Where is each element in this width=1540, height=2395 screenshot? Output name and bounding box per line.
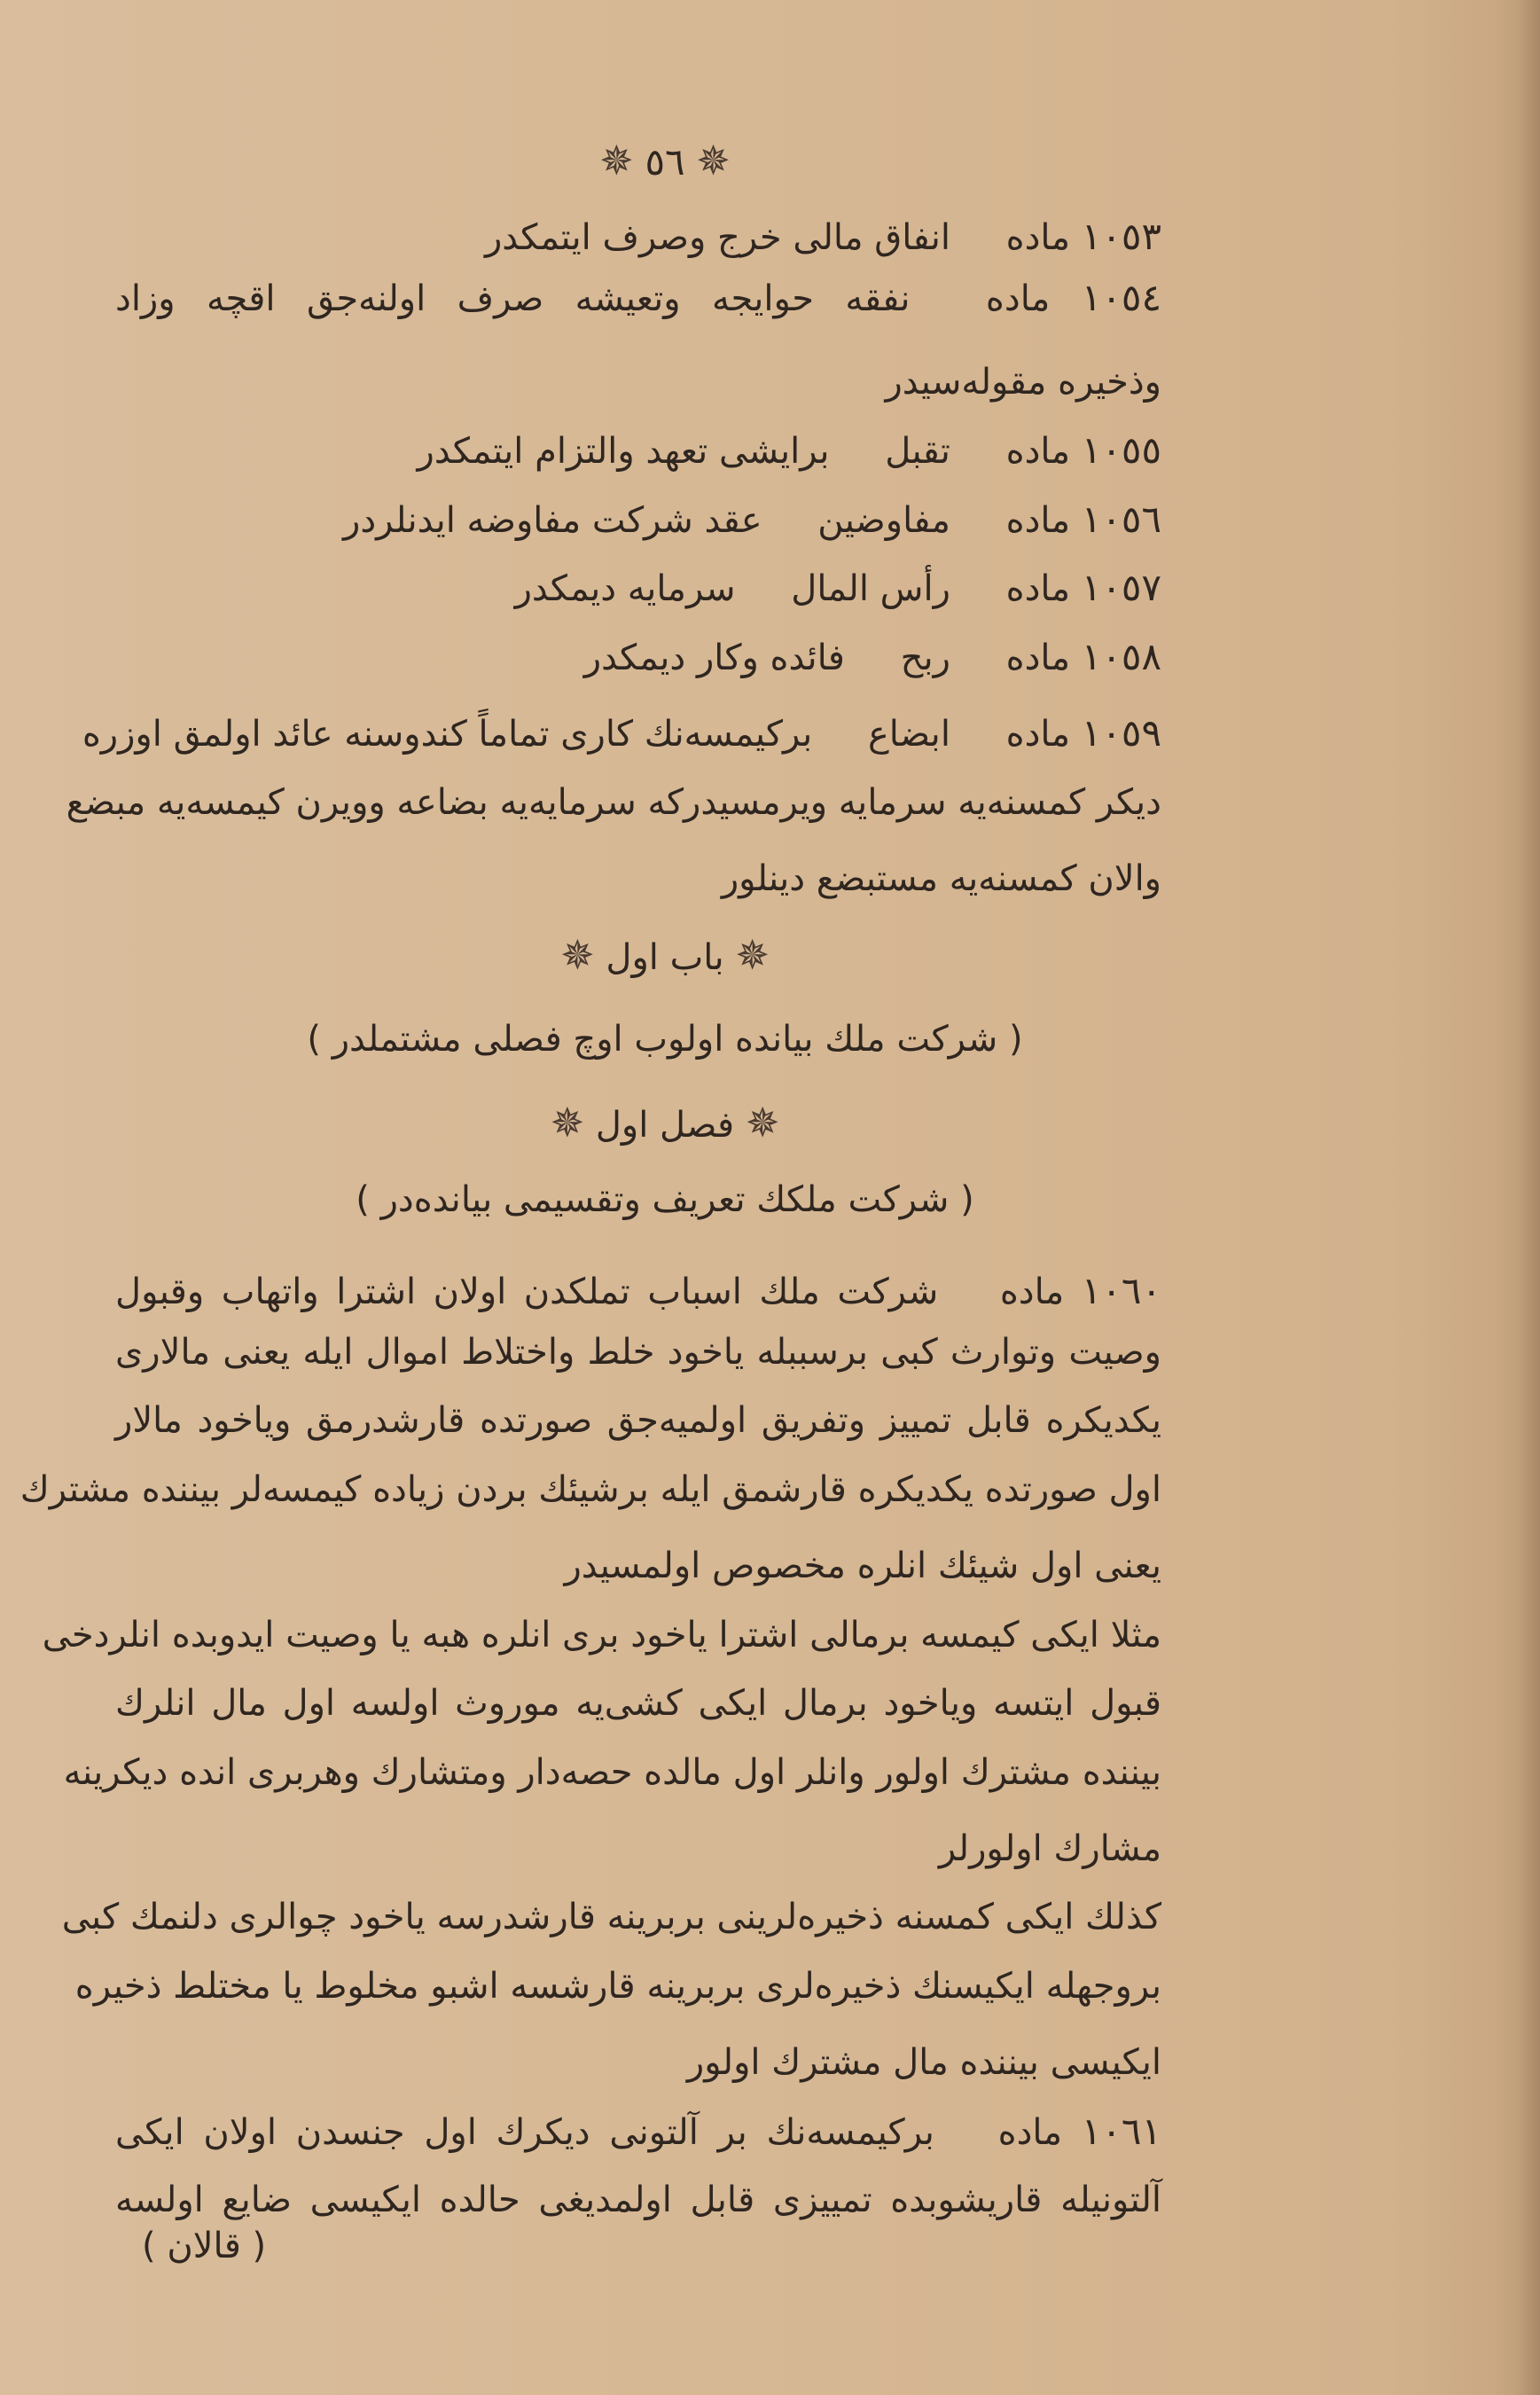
article-1060 — [115, 1256, 1161, 1327]
article-term: ربح — [900, 638, 950, 678]
article-definition: مالی خرج وصرف ایتمکدر — [484, 217, 864, 258]
article-text-line: قبول ایتسه ویاخود برمال ایکی کشی‌یه موروث اولسه اول مال انلرك — [115, 1683, 1161, 1724]
ornament-star-icon: ✵ — [599, 137, 634, 184]
chapter-heading — [115, 920, 1215, 990]
section-heading — [115, 1087, 1215, 1158]
article-term: نفقه — [845, 278, 911, 319]
article-label: ماده — [1005, 638, 1071, 678]
article-text-line: کذلك ایکی کمسنه ذخیره‌لرینی بربرینه قارشدرسه یاخود چوالری دلنمك کبی — [61, 1897, 1161, 1937]
article-term: انفاق — [874, 217, 950, 258]
section-title: فصل اول — [595, 1105, 735, 1146]
ornament-star-icon: ✵ — [550, 1099, 585, 1147]
chapter-title: باب اول — [606, 937, 724, 978]
article-text-line: یکدیکره قابل تمییز وتفریق اولمیه‌جق صورتده قارشدرمق ویاخود مالار — [115, 1400, 1161, 1441]
article-1061 — [115, 2096, 1161, 2167]
page-number: ٥٦ — [645, 140, 685, 184]
article-number: ١٠٦١ — [1081, 2109, 1162, 2153]
article-number: ١٠٥٥ — [1081, 428, 1161, 472]
article-term: شرکت ملك — [759, 1272, 939, 1312]
article-text-line: اول صورتده یکدیکره قارشمق ایله برشیئك بردن زیاده کیمسه‌لر بیننده مشترك — [20, 1469, 1161, 1510]
article-label: ماده — [985, 278, 1051, 319]
article-text-line: بیننده مشترك اولور وانلر اول مالده حصه‌دار ومتشارك وهربری انده دیکرینه — [63, 1752, 1161, 1793]
article-1055 — [115, 415, 1161, 486]
page-edge-shadow — [1519, 0, 1540, 2395]
article-text-line: یعنی اول شیئك انلره مخصوص اولمسیدر — [564, 1546, 1161, 1586]
article-definition: اسباب تملکدن اولان اشترا واتهاب وقبول — [115, 1272, 742, 1312]
article-number: ١٠٥٧ — [1081, 566, 1161, 609]
chapter-subtitle: ( شرکت ملك بیانده اولوب اوچ فصلی مشتملدر ) — [307, 1019, 1023, 1060]
article-definition: سرمایه دیمکدر — [514, 568, 736, 609]
article-definition: حوایجه وتعیشه صرف اولنه‌جق اقچه وزاد — [115, 278, 814, 319]
article-definition: عقد شرکت مفاوضه ایدنلردر — [343, 500, 762, 541]
article-label: ماده — [1005, 568, 1071, 609]
article-label: ماده — [1005, 217, 1071, 258]
article-number: ١٠٦٠ — [1081, 1269, 1162, 1312]
ornament-star-icon: ✵ — [696, 137, 731, 184]
article-text-line: دیکر کمسنه‌یه سرمایه ویرمسیدرکه سرمایه‌یه بضاعه وویرن کیمسه‌یه مبضع — [66, 782, 1161, 823]
article-label: ماده — [1005, 431, 1071, 472]
article-1058 — [115, 622, 1161, 693]
article-definition: فائده وکار دیمکدر — [583, 638, 845, 678]
article-1057 — [115, 552, 1161, 623]
article-label: ماده — [997, 2112, 1063, 2153]
article-label: ماده — [999, 1272, 1065, 1312]
article-number: ١٠٥٨ — [1081, 635, 1161, 678]
article-number: ١٠٥٣ — [1081, 215, 1161, 258]
article-term: ابضاع — [867, 714, 950, 755]
article-1054 — [115, 262, 1161, 333]
article-term: رأس المال — [791, 568, 950, 609]
article-1056 — [115, 484, 1161, 555]
article-1053 — [115, 201, 1161, 272]
article-number: ١٠٥٦ — [1081, 497, 1161, 541]
article-term: مفاوضین — [817, 500, 950, 541]
article-text-line: مشارك اولورلر — [938, 1828, 1161, 1869]
catchword: ( قالان ) — [142, 2226, 267, 2266]
section-subtitle: ( شرکت ملکك تعریف وتقسیمی بیانده‌در ) — [356, 1179, 974, 1220]
ornament-star-icon: ✵ — [745, 1099, 780, 1147]
article-text-line: بروجهله ایکیسنك ذخیره‌لری بربرینه قارشسه اشبو مخلوط یا مختلط ذخیره — [74, 1966, 1161, 2007]
ornament-star-icon: ✵ — [735, 931, 770, 979]
article-term: تقبل — [885, 431, 950, 472]
article-number: ١٠٥٩ — [1081, 711, 1161, 755]
article-definition: برکیمسه‌نك بر آلتونی دیکرك اول جنسدن اولان ایکی — [115, 2112, 934, 2153]
article-number: ١٠٥٤ — [1081, 276, 1162, 319]
article-text-line: والان کمسنه‌یه مستبضع دینلور — [721, 858, 1161, 899]
article-text-line: وذخیره مقوله‌سیدر — [885, 362, 1161, 403]
article-definition: برکیمسه‌نك کاری تماماً کندوسنه عائد اولمق اوزره — [82, 714, 813, 755]
ornament-star-icon: ✵ — [560, 931, 595, 979]
article-text-line: ایکیسی بیننده مال مشترك اولور — [686, 2042, 1161, 2083]
article-text-line: مثلا ایکی کیمسه برمالی اشترا یاخود بری انلره هبه یا وصیت ایدوبده انلردخی — [42, 1615, 1161, 1655]
article-text-line: وصیت وتوارث کبی برسببله یاخود خلط واختلاط اموال ایله یعنی مالاری — [115, 1332, 1161, 1373]
page-header — [115, 125, 1215, 196]
article-text-line: آلتونیله قاریشوبده تمییزی قابل اولمدیغی حالده ایکیسی ضایع اولسه — [115, 2180, 1161, 2220]
article-label: ماده — [1005, 500, 1071, 541]
article-1059 — [82, 698, 1161, 769]
article-definition: برایشی تعهد والتزام ایتمکدر — [417, 431, 830, 472]
article-label: ماده — [1005, 714, 1071, 755]
